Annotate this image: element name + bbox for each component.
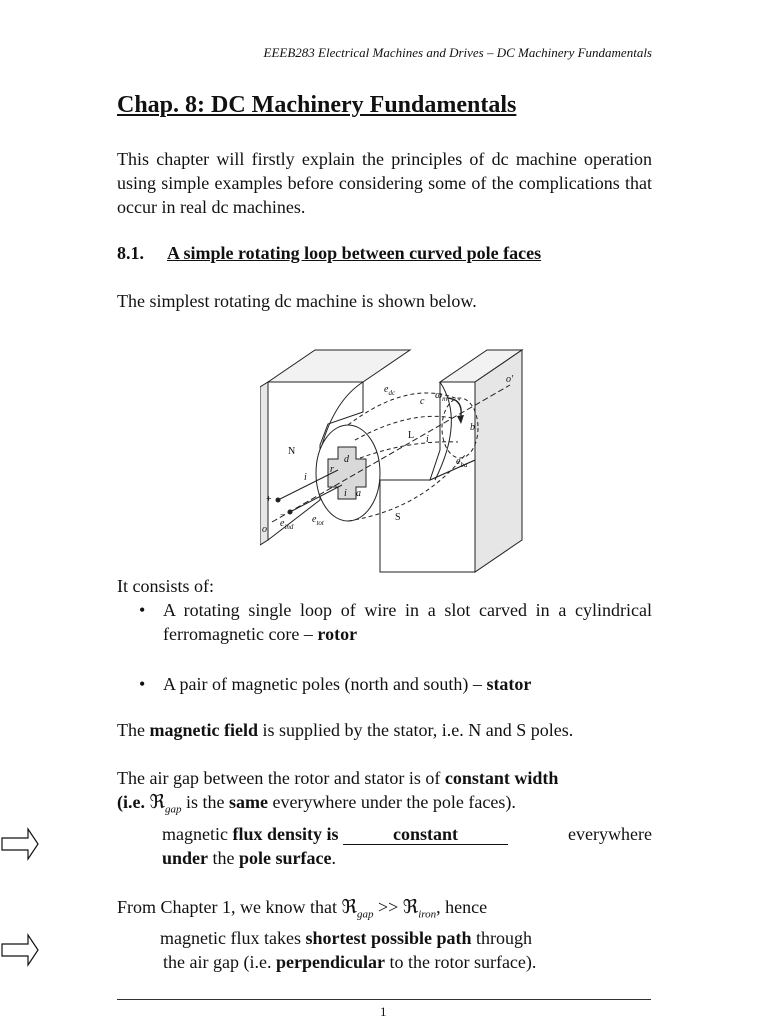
label-i-front: i [344,488,347,499]
intro-paragraph: This chapter will firstly explain the principles of dc machine operation using simple examples before considering some of the complications that occur in real dc machines. [117,149,652,217]
shown-below-text: The simplest rotating dc machine is shown below. [117,291,477,311]
label-r: r [330,464,334,475]
section-title: A simple rotating loop between curved pole faces [167,243,542,263]
label-e-tot: $e_{tot}$ [312,514,324,527]
chapter-title: Chap. 8: DC Machinery Fundamentals [117,92,517,118]
component-list-2 [137,672,652,696]
label-n: N [288,446,296,457]
label-d: d [344,454,349,465]
label-a: a [356,488,361,499]
running-header: EEEB283 Electrical Machines and Drives – DC Machinery Fundamentals [263,45,652,60]
magnetic-field-paragraph: The magnetic field is supplied by the stator, i.e. N and S poles. [117,720,574,740]
label-e-ba: $e_{ba}$ [456,456,468,469]
label-l: L [408,430,415,441]
consists-of-text: It consists of: [117,576,214,596]
label-o: o [262,524,267,535]
section-number: 8.1. [117,243,144,263]
label-plus: + [266,494,272,505]
chapter1-statement: From Chapter 1, we know that ℜ$_{gap}$ >> ℜ$_{iron}$, hence [117,896,488,921]
flux-path-statement: magnetic flux takes shortest possible path through the air gap (i.e. perpendicular to the rotor surface). [160,928,537,972]
list-item: • A rotating single loop of wire in a slot carved in a cylindrical ferromagnetic core – rotor [137,598,652,646]
fill-in-blank: constant [343,824,508,845]
label-i-mid: i [426,434,429,445]
label-s: S [395,512,401,523]
south-pole-block [380,350,522,572]
label-omega: $\omega_m$ [435,390,448,403]
label-i-left: i [304,472,307,483]
section-heading [117,243,541,264]
label-e-ind: $e_{ind}$ [280,518,294,531]
list-item: • A pair of magnetic poles (north and south) – stator [137,672,652,696]
page-number: 1 [380,1004,387,1019]
label-e-dc: $e_{dc}$ [384,384,396,397]
label-c: c [420,396,425,407]
label-o-prime: o' [506,374,514,385]
component-list [137,598,652,646]
air-gap-paragraph: The air gap between the rotor and stator is of constant width (i.e. ℜ$_{gap}$ is the same everywhere under the pole faces). [117,768,559,816]
implies-arrow-icon-2 [0,932,40,972]
label-b: b [470,422,475,433]
flux-density-statement: magnetic flux density is constant everywhere under the pole surface. [162,824,652,868]
footer-rule [117,999,651,1000]
implies-arrow-icon [0,826,40,866]
label-minus: − [280,510,286,521]
dc-machine-figure [260,330,530,575]
